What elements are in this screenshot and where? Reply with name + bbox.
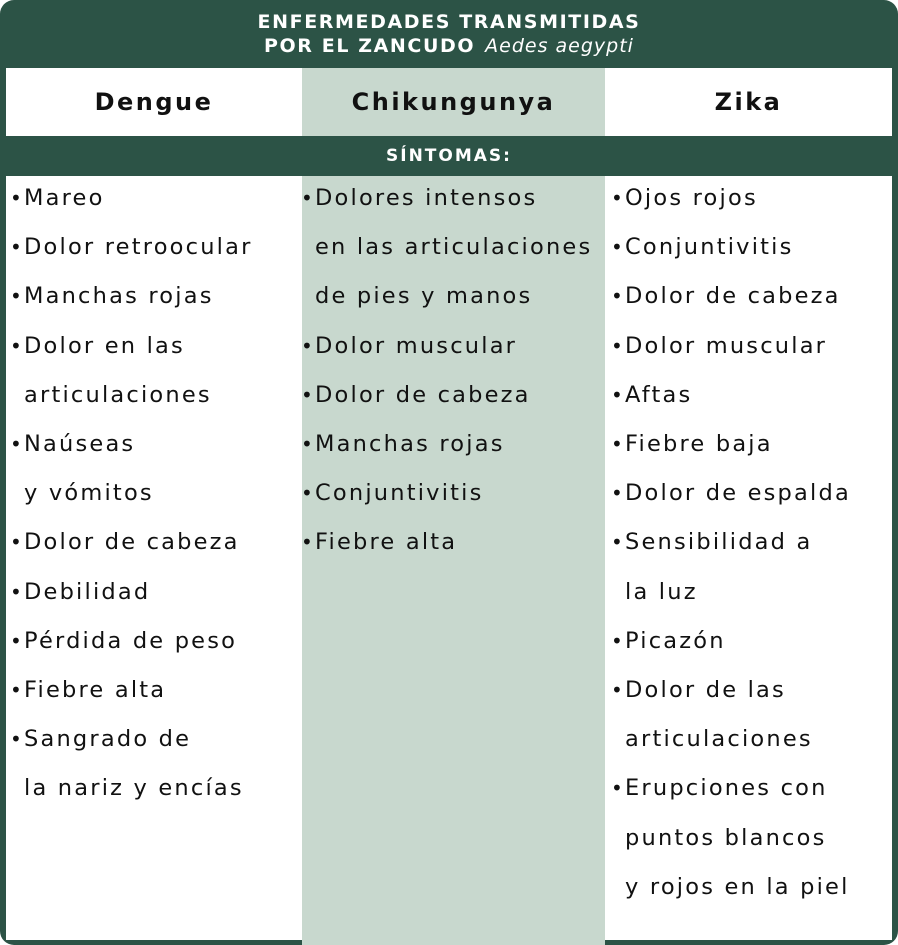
symptom-item	[9, 420, 253, 518]
bullet-icon: •	[611, 382, 625, 407]
symptom-text: puntos blancos	[625, 824, 827, 851]
bullet-icon: •	[611, 678, 625, 703]
bullet-icon: •	[10, 579, 24, 604]
bullet-icon: •	[611, 432, 625, 457]
zika-symptom-list	[610, 174, 851, 912]
bullet-icon: •	[10, 432, 24, 457]
symptom-text: en las articulaciones	[315, 234, 593, 261]
symptom-item	[300, 322, 592, 371]
symptom-item	[610, 371, 851, 420]
bullet-icon: •	[10, 530, 24, 555]
bullet-icon: •	[301, 186, 315, 210]
symptom-text: Dolor de cabeza	[24, 529, 240, 556]
symptom-text: Dolor en las	[24, 332, 185, 359]
bullet-icon: •	[10, 235, 24, 260]
symptom-text: Dolor retroocular	[24, 234, 253, 261]
symptom-item	[9, 666, 253, 715]
symptom-item	[9, 568, 253, 617]
symptom-item	[9, 617, 253, 666]
symptom-text: y rojos en la piel	[625, 873, 850, 900]
bullet-icon: •	[301, 333, 315, 358]
symptom-text: Fiebre alta	[24, 677, 167, 704]
symptom-text: Pérdida de peso	[24, 627, 238, 654]
bullet-icon: •	[611, 481, 625, 506]
symptom-text: Manchas rojas	[24, 283, 214, 310]
symptom-text: de pies y manos	[315, 283, 533, 310]
symptom-item	[300, 371, 592, 420]
symptom-text: Dolores intensos	[315, 185, 538, 211]
bullet-icon: •	[301, 382, 315, 407]
symptom-item	[610, 272, 851, 321]
symptom-item	[9, 715, 253, 813]
bullet-icon: •	[10, 678, 24, 703]
symptom-item	[610, 469, 851, 518]
bullet-icon: •	[10, 186, 24, 210]
symptom-item	[610, 666, 851, 764]
symptom-text: Fiebre baja	[625, 431, 773, 458]
bullet-icon: •	[301, 432, 315, 457]
symptom-item	[9, 174, 253, 223]
title-line-2	[264, 34, 634, 58]
header-dengue: Dengue	[94, 88, 214, 116]
symptom-text: articulaciones	[625, 726, 813, 753]
bullet-icon: •	[301, 530, 315, 555]
table-title	[0, 0, 898, 68]
bullet-icon: •	[611, 776, 625, 801]
symptom-item	[300, 420, 592, 469]
symptom-text: Dolor de las	[625, 677, 786, 704]
symptom-text: Erupciones con	[625, 775, 828, 802]
symptom-text: y vómitos	[24, 480, 154, 507]
symptom-text: Manchas rojas	[315, 431, 505, 458]
symptom-item	[9, 223, 253, 272]
symptom-text: Sensibilidad a	[625, 529, 813, 556]
bullet-icon: •	[611, 628, 625, 653]
symptom-item	[9, 518, 253, 567]
title-line-1: ENFERMEDADES TRANSMITIDAS	[257, 11, 641, 33]
symptom-item	[610, 617, 851, 666]
bullet-icon: •	[611, 186, 625, 210]
symptom-item	[300, 518, 592, 567]
symptom-item	[610, 420, 851, 469]
symptom-text: Conjuntivitis	[625, 234, 794, 261]
symptom-text: Mareo	[24, 185, 105, 211]
header-zika: Zika	[714, 88, 783, 116]
header-chikungunya: Chikungunya	[351, 88, 556, 116]
bullet-icon: •	[611, 333, 625, 358]
bullet-icon: •	[301, 481, 315, 506]
symptom-text: Aftas	[625, 381, 693, 408]
symptom-text: Conjuntivitis	[315, 480, 484, 507]
symptoms-section-label: SÍNTOMAS:	[0, 136, 898, 176]
symptom-item	[610, 518, 851, 616]
bullet-icon: •	[10, 284, 24, 309]
bullet-icon: •	[10, 727, 24, 752]
symptom-text: Ojos rojos	[625, 185, 758, 211]
symptom-text: Dolor de cabeza	[625, 283, 841, 310]
symptom-text: Debilidad	[24, 578, 151, 605]
symptom-text: la luz	[625, 578, 698, 605]
symptom-text: Fiebre alta	[315, 529, 458, 556]
symptom-text: la nariz y encías	[24, 775, 244, 802]
symptom-text: Picazón	[625, 627, 726, 654]
symptom-text: Naúseas	[24, 431, 136, 458]
symptom-item	[9, 272, 253, 321]
bullet-icon: •	[10, 628, 24, 653]
bullet-icon: •	[611, 284, 625, 309]
symptom-item	[9, 322, 253, 420]
dengue-symptom-list	[9, 174, 253, 814]
symptom-text: articulaciones	[24, 381, 212, 408]
symptom-item	[300, 174, 592, 322]
symptom-text: Dolor muscular	[625, 332, 828, 359]
title-line-2-text: POR EL ZANCUDO	[264, 35, 476, 57]
symptom-item	[610, 174, 851, 223]
bullet-icon: •	[10, 333, 24, 358]
symptom-text: Dolor de espalda	[625, 480, 851, 507]
symptom-text: Dolor muscular	[315, 332, 518, 359]
species-name: Aedes aegypti	[485, 35, 634, 57]
symptom-item	[610, 322, 851, 371]
symptom-text: Sangrado de	[24, 726, 192, 753]
chikungunya-symptom-list	[300, 174, 592, 568]
symptom-item	[300, 469, 592, 518]
bullet-icon: •	[611, 235, 625, 260]
symptom-item	[610, 223, 851, 272]
symptom-item	[610, 764, 851, 912]
symptom-text: Dolor de cabeza	[315, 381, 531, 408]
bullet-icon: •	[611, 530, 625, 555]
